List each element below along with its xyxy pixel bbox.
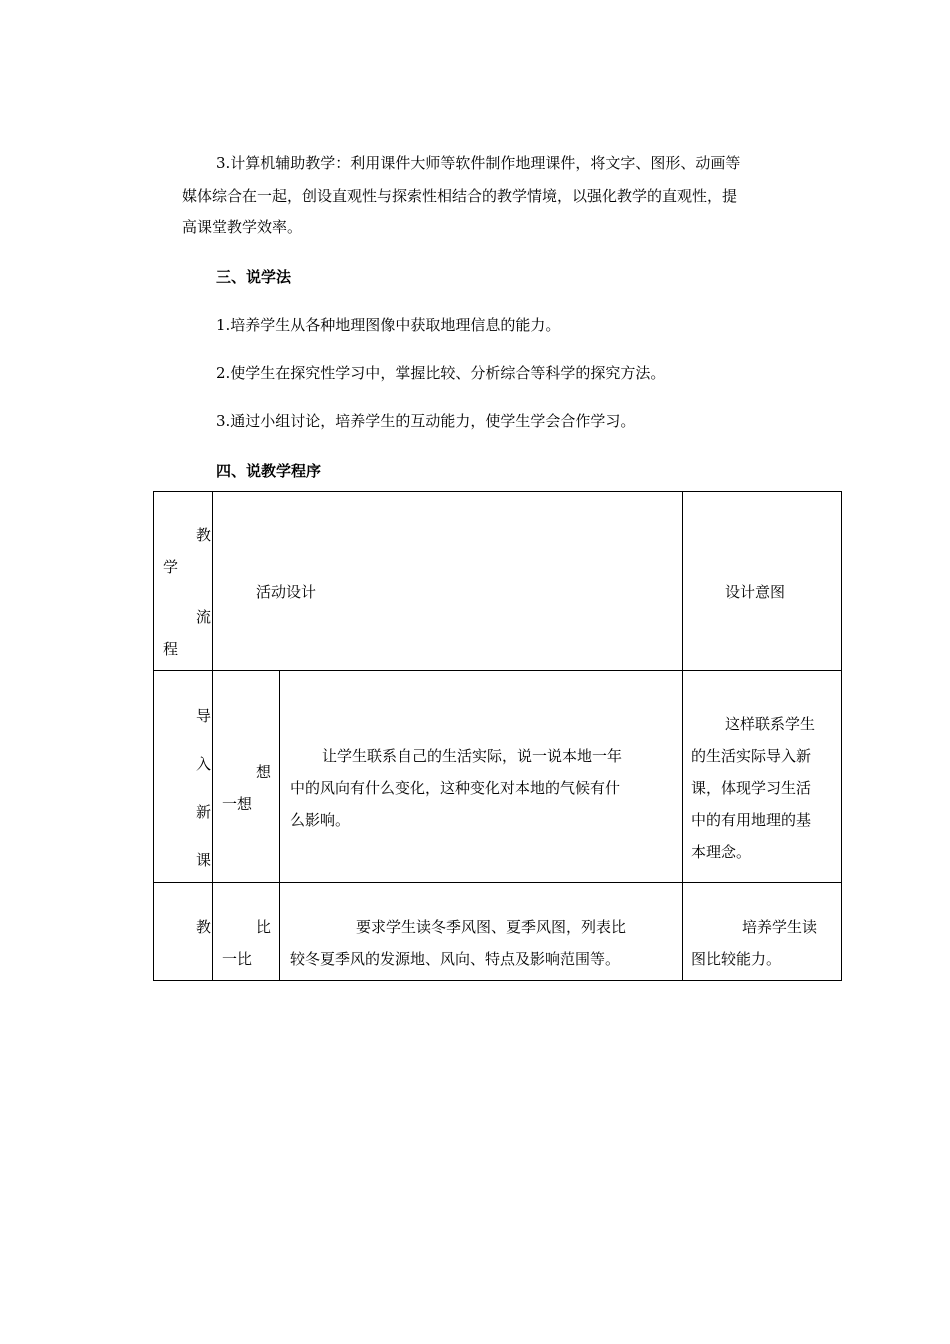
- step-label: 比: [256, 918, 272, 936]
- step-label: 想: [256, 763, 272, 781]
- step-label: 一想: [222, 795, 253, 813]
- header-flow-char: 学: [163, 558, 179, 576]
- header-flow-char: 教: [196, 526, 212, 544]
- list-item: 1.培养学生从各种地理图像中获取地理信息的能力。: [216, 316, 561, 334]
- intent-text: 培养学生读: [742, 918, 818, 936]
- activity-text: 么影响。: [290, 811, 351, 829]
- paragraph-line: 媒体综合在一起，创设直观性与探索性相结合的教学情境，以强化教学的直观性，提: [182, 187, 738, 205]
- activity-text: 要求学生读冬季风图、夏季风图，列表比: [356, 918, 627, 936]
- paragraph-line: 高课堂教学效率。: [182, 218, 303, 236]
- activity-text: 中的风向有什么变化，这种变化对本地的气候有什: [290, 779, 621, 797]
- intent-text: 的生活实际导入新: [691, 747, 812, 765]
- list-item: 3.通过小组讨论，培养学生的互动能力，使学生学会合作学习。: [216, 412, 636, 430]
- activity-text: 较冬夏季风的发源地、风向、特点及影响范围等。: [290, 950, 621, 968]
- table-border: [153, 882, 842, 883]
- table-border: [682, 491, 683, 981]
- stage-char: 教: [196, 918, 212, 936]
- intent-text: 这样联系学生: [725, 715, 816, 733]
- stage-char: 新: [196, 803, 212, 821]
- table-border: [279, 670, 280, 981]
- header-activity-design: 活动设计: [256, 583, 317, 601]
- intent-text: 本理念。: [691, 843, 752, 861]
- stage-char: 导: [196, 707, 212, 725]
- table-border: [153, 491, 842, 492]
- section-heading-learning-methods: 三、说学法: [216, 268, 292, 286]
- step-label: 一比: [222, 950, 253, 968]
- paragraph-line: 3.计算机辅助教学：利用课件大师等软件制作地理课件，将文字、图形、动画等: [216, 154, 741, 172]
- intent-text: 图比较能力。: [691, 950, 782, 968]
- list-item: 2.使学生在探究性学习中，掌握比较、分析综合等科学的探究方法。: [216, 364, 666, 382]
- table-border: [153, 670, 842, 671]
- header-flow-char: 流: [196, 608, 212, 626]
- stage-char: 入: [196, 755, 212, 773]
- table-border: [153, 980, 842, 981]
- header-flow-char: 程: [163, 640, 179, 658]
- intent-text: 课，体现学习生活: [691, 779, 812, 797]
- table-border: [153, 491, 154, 981]
- activity-text: 让学生联系自己的生活实际，说一说本地一年: [322, 747, 623, 765]
- section-heading-teaching-procedure: 四、说教学程序: [216, 462, 322, 480]
- table-border: [212, 491, 213, 981]
- intent-text: 中的有用地理的基: [691, 811, 812, 829]
- header-design-intent: 设计意图: [725, 583, 786, 601]
- table-border: [841, 491, 842, 981]
- stage-char: 课: [196, 851, 212, 869]
